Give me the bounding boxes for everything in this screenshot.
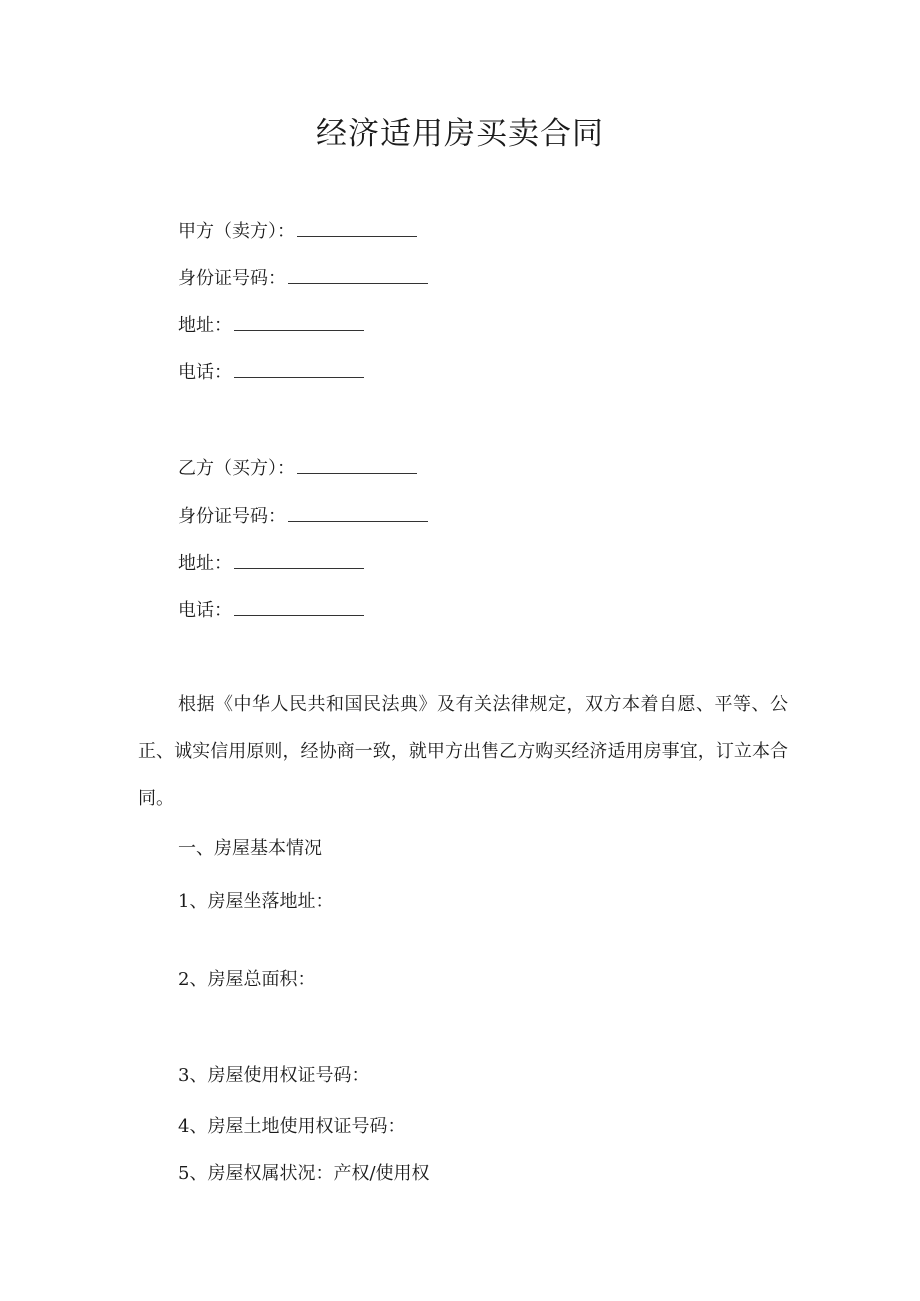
- section-1-item-5: 5、房屋权属状况：产权/使用权: [178, 1163, 430, 1184]
- party-b-address-label: 地址：: [178, 553, 232, 574]
- document-title: 经济适用房买卖合同: [316, 116, 604, 152]
- party-b-phone-blank: [234, 597, 364, 616]
- party-a-label: 甲方（卖方）：: [178, 221, 295, 242]
- party-a-blank: [297, 218, 417, 237]
- party-b-label: 乙方（买方）：: [178, 458, 295, 479]
- party-a-row: [178, 218, 417, 245]
- party-a-phone-row: [178, 359, 364, 386]
- party-b-blank: [297, 455, 417, 474]
- party-a-address-blank: [234, 312, 364, 331]
- party-b-phone-label: 电话：: [178, 600, 232, 621]
- section-1-item-1: 1、房屋坐落地址：: [178, 891, 334, 912]
- party-b-row: [178, 455, 417, 482]
- party-a-address-row: [178, 312, 364, 339]
- party-a-phone-label: 电话：: [178, 362, 232, 383]
- section-1-item-3: 3、房屋使用权证号码：: [178, 1065, 370, 1086]
- section-1-item-4: 4、房屋土地使用权证号码：: [178, 1116, 406, 1137]
- party-a-id-blank: [288, 265, 428, 284]
- party-a-id-row: [178, 265, 428, 292]
- party-a-id-label: 身份证号码：: [178, 268, 286, 289]
- party-b-id-label: 身份证号码：: [178, 506, 286, 527]
- section-1-item-2: 2、房屋总面积：: [178, 969, 316, 990]
- party-b-address-blank: [234, 550, 364, 569]
- party-b-id-row: [178, 503, 428, 530]
- party-b-phone-row: [178, 597, 364, 624]
- party-b-address-row: [178, 550, 364, 577]
- party-a-phone-blank: [234, 359, 364, 378]
- party-a-address-label: 地址：: [178, 315, 232, 336]
- party-b-id-blank: [288, 503, 428, 522]
- section-1-heading: 一、房屋基本情况: [178, 838, 322, 859]
- preamble-paragraph: 根据《中华人民共和国民法典》及有关法律规定，双方本着自愿、平等、公正、诚实信用原则，经协商一致，就甲方出售乙方购买经济适用房事宜，订立本合同。: [138, 694, 788, 809]
